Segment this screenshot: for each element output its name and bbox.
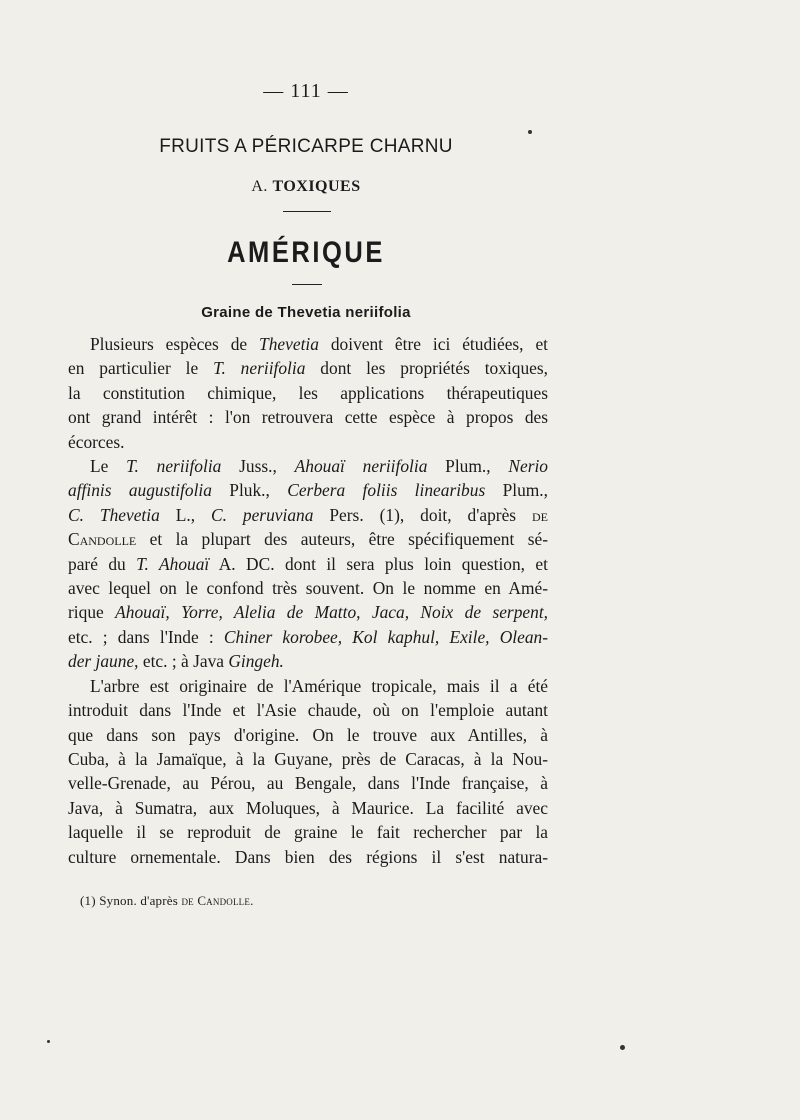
divider-rule [283, 211, 331, 212]
region-heading: AMÉRIQUE [227, 236, 385, 269]
footnote [80, 893, 254, 909]
text-line: L'arbre est originaire de l'Amérique tropicale, mais il a été [90, 675, 548, 696]
footnote-author: de Candolle. [181, 893, 254, 908]
subsection-heading [0, 178, 612, 196]
section-heading: FRUITS A PÉRICARPE CHARNU [159, 136, 453, 157]
text-line: que dans son pays d'origine. On le trouve aux Antilles, à [68, 724, 548, 745]
text-line: ont grand intérêt : l'on retrouvera cette espèce à propos des [68, 407, 548, 428]
text-line: Candolle et la plupart des auteurs, être spécifiquement sé- [68, 529, 548, 550]
entry-title: Graine de Thevetia neriifolia [201, 304, 411, 321]
text-line: affinis augustifolia Pluk., Cerbera foliis linearibus Plum., [68, 480, 548, 501]
text-line: culture ornementale. Dans bien des régions il s'est natura- [68, 846, 548, 867]
text-line: écorces. [68, 431, 125, 452]
subsection-label: A. [251, 178, 268, 195]
text-line: laquelle il se reproduit de graine le fait rechercher par la [68, 822, 548, 843]
text-line: la constitution chimique, les applications thérapeutiques [68, 382, 548, 403]
text-line: Java, à Sumatra, aux Moluques, à Maurice. La facilité avec [68, 797, 548, 818]
text-line: C. Thevetia L., C. peruviana Pers. (1), doit, d'après de [68, 504, 548, 525]
text-line: Le T. neriifolia Juss., Ahouaï neriifolia Plum., Nerio [90, 456, 548, 477]
body-text [68, 332, 548, 869]
page-number: — 111 — [263, 80, 349, 102]
text-line: velle-Grenade, au Pérou, au Bengale, dans l'Inde française, à [68, 773, 548, 794]
text-line: Cuba, à la Jamaïque, à la Guyane, près de Caracas, à la Nou- [68, 748, 548, 769]
footnote-text: (1) Synon. d'après [80, 893, 182, 908]
text-line: avec lequel on le confond très souvent. On le nomme en Amé- [68, 578, 548, 599]
text-line: der jaune, etc. ; à Java Gingeh. [68, 651, 284, 672]
text-line: introduit dans l'Inde et l'Asie chaude, où on l'emploie autant [68, 700, 548, 721]
ink-speck [528, 130, 532, 134]
ink-speck [47, 1040, 50, 1043]
text-line: rique Ahouaï, Yorre, Alelia de Matto, Jaca, Noix de serpent, [68, 602, 548, 623]
text-line: paré du T. Ahouaï A. DC. dont il sera plus loin question, et [68, 553, 548, 574]
text-line: Plusieurs espèces de Thevetia doivent être ici étudiées, et [90, 334, 548, 354]
subsection-title: TOXIQUES [272, 178, 361, 195]
text-line: etc. ; dans l'Inde : Chiner korobee, Kol kaphul, Exile, Olean- [68, 626, 548, 647]
text-line: en particulier le T. neriifolia dont les propriétés toxiques, [68, 358, 548, 379]
divider-rule [292, 284, 322, 285]
ink-speck [620, 1045, 625, 1050]
